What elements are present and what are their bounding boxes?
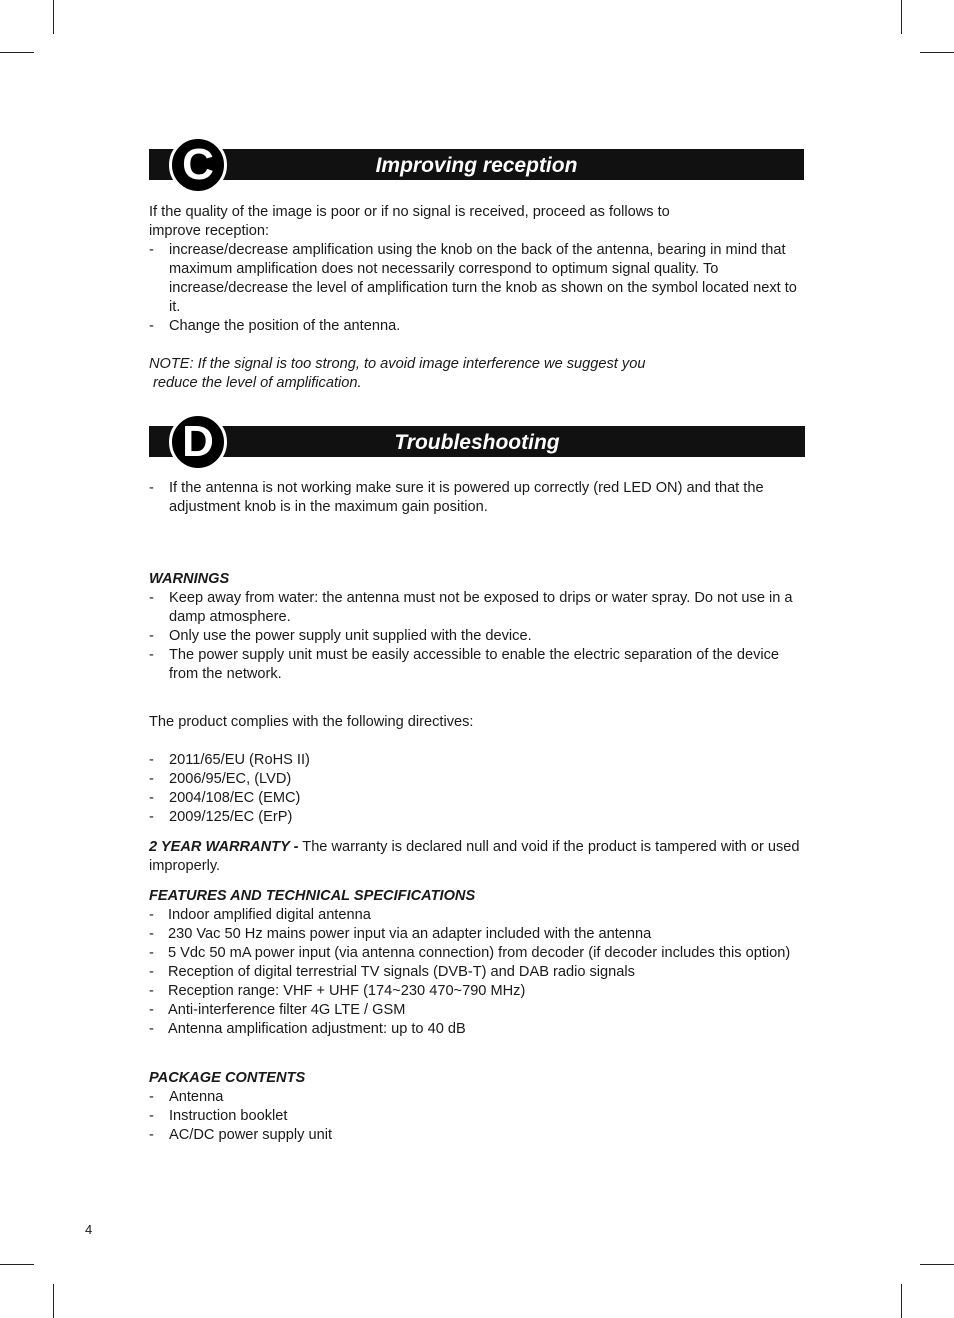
crop-mark [0, 52, 34, 53]
list-item: - Indoor amplified digital antenna [149, 906, 806, 925]
list-item: - Anti-interference filter 4G LTE / GSM [149, 1001, 806, 1020]
list-item: - Change the position of the antenna. [149, 317, 806, 336]
note-text: NOTE: If the signal is too strong, to avoid image interference we suggest you [149, 356, 646, 372]
directives-list [149, 751, 806, 827]
list-item: - Only use the power supply unit supplied with the device. [149, 627, 806, 646]
list-item: - Antenna [149, 1088, 806, 1107]
directives-section [149, 713, 806, 827]
package-section [149, 1069, 806, 1145]
list-item: - 2006/95/EC, (LVD) [149, 770, 806, 789]
package-list [149, 1088, 806, 1145]
list-item: - Reception range: VHF + UHF (174~230 470~790 MHz) [149, 982, 806, 1001]
list-item: - 2009/125/EC (ErP) [149, 808, 806, 827]
directives-intro: The product complies with the following directives: [149, 714, 474, 730]
section-header-troubleshooting [149, 426, 805, 457]
features-list [149, 906, 806, 1039]
troubleshooting-list [149, 479, 806, 517]
list-item: - increase/decrease amplification using the knob on the back of the antenna, bearing in mind that maximum amplification does not necessarily correspond to optimum signal quality. To increase/decrease the level of amplification turn the knob as shown on the symbol located next to it. [149, 241, 806, 317]
section-letter-badge: D [169, 413, 227, 471]
crop-mark [53, 0, 54, 34]
list-item: - Keep away from water: the antenna must not be exposed to drips or water spray. Do not use in a damp atmosphere. [149, 589, 806, 627]
list-item: - 2011/65/EU (RoHS II) [149, 751, 806, 770]
warranty-section [149, 838, 806, 876]
intro-text: If the quality of the image is poor or if no signal is received, proceed as follows to [149, 204, 670, 220]
section-title: Improving reception [375, 154, 578, 177]
crop-mark [901, 1284, 902, 1318]
warranty-body: The warranty is declared null and void if the product is tampered with or used improperly. [149, 839, 800, 874]
list-item: - If the antenna is not working make sure it is powered up correctly (red LED ON) and that the adjustment knob is in the maximum gain position. [149, 479, 806, 517]
crop-mark [0, 1264, 34, 1265]
intro-text: improve reception: [149, 223, 270, 239]
list-item: - Reception of digital terrestrial TV signals (DVB-T) and DAB radio signals [149, 963, 806, 982]
package-heading: PACKAGE CONTENTS [149, 1070, 306, 1086]
list-item: - AC/DC power supply unit [149, 1126, 806, 1145]
crop-mark [901, 0, 902, 34]
list-item: - The power supply unit must be easily accessible to enable the electric separation of the device from the network. [149, 646, 806, 684]
features-heading: FEATURES AND TECHNICAL SPECIFICATIONS [149, 888, 476, 904]
improving-reception-body [149, 203, 806, 336]
list-item: - 230 Vac 50 Hz mains power input via an adapter included with the antenna [149, 925, 806, 944]
crop-mark [920, 1264, 954, 1265]
features-section [149, 887, 806, 1039]
warnings-list [149, 589, 806, 684]
section-header-improving-reception [149, 149, 804, 180]
list-item: - Antenna amplification adjustment: up to 40 dB [149, 1020, 806, 1039]
crop-mark [53, 1284, 54, 1318]
warnings-section [149, 570, 806, 684]
note-text: reduce the level of amplification. [149, 375, 362, 391]
amplification-note [149, 355, 806, 393]
crop-mark [920, 52, 954, 53]
list-item: - Instruction booklet [149, 1107, 806, 1126]
warranty-label: 2 YEAR WARRANTY - [149, 839, 299, 855]
list-item: - 5 Vdc 50 mA power input (via antenna connection) from decoder (if decoder includes this option) [149, 944, 806, 963]
section-title: Troubleshooting [394, 431, 560, 454]
warnings-heading: WARNINGS [149, 571, 230, 587]
reception-tips-list [149, 241, 806, 336]
section-letter-badge: C [169, 136, 227, 194]
warranty-text [149, 838, 806, 876]
page-number: 4 [85, 1222, 93, 1237]
list-item: - 2004/108/EC (EMC) [149, 789, 806, 808]
troubleshooting-body [149, 479, 806, 517]
